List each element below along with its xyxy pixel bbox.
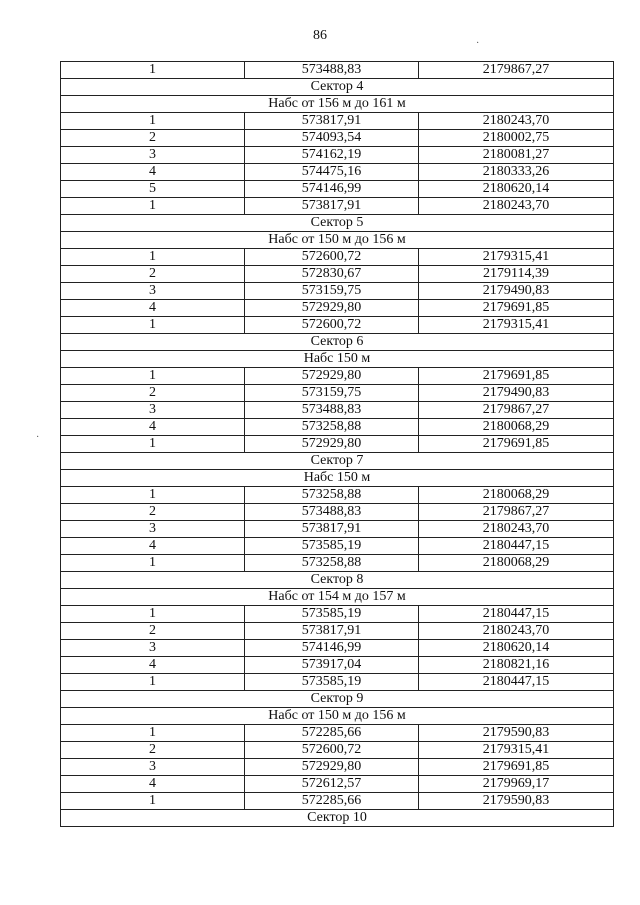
point-number: 4 xyxy=(61,776,245,793)
y-coordinate: 2180002,75 xyxy=(419,130,614,147)
point-number: 3 xyxy=(61,402,245,419)
point-number: 3 xyxy=(61,759,245,776)
section-header-row xyxy=(61,691,614,708)
y-coordinate: 2180620,14 xyxy=(419,640,614,657)
table-row xyxy=(61,249,614,266)
point-number: 3 xyxy=(61,640,245,657)
table-row xyxy=(61,759,614,776)
table-row xyxy=(61,640,614,657)
table-row xyxy=(61,181,614,198)
point-number: 1 xyxy=(61,725,245,742)
table-row xyxy=(61,606,614,623)
y-coordinate: 2179867,27 xyxy=(419,62,614,79)
point-number: 3 xyxy=(61,283,245,300)
y-coordinate: 2180068,29 xyxy=(419,555,614,572)
section-header: Набс 150 м xyxy=(61,470,614,487)
point-number: 1 xyxy=(61,674,245,691)
x-coordinate: 573488,83 xyxy=(245,62,419,79)
point-number: 2 xyxy=(61,504,245,521)
x-coordinate: 573817,91 xyxy=(245,521,419,538)
x-coordinate: 574475,16 xyxy=(245,164,419,181)
x-coordinate: 572929,80 xyxy=(245,436,419,453)
point-number: 4 xyxy=(61,300,245,317)
section-header-row xyxy=(61,572,614,589)
x-coordinate: 572285,66 xyxy=(245,793,419,810)
table-row xyxy=(61,555,614,572)
section-header: Набс от 156 м до 161 м xyxy=(61,96,614,113)
section-header: Сектор 5 xyxy=(61,215,614,232)
y-coordinate: 2179691,85 xyxy=(419,300,614,317)
x-coordinate: 573488,83 xyxy=(245,402,419,419)
section-header: Сектор 7 xyxy=(61,453,614,470)
section-header: Набс 150 м xyxy=(61,351,614,368)
y-coordinate: 2179490,83 xyxy=(419,385,614,402)
y-coordinate: 2179114,39 xyxy=(419,266,614,283)
y-coordinate: 2179691,85 xyxy=(419,436,614,453)
section-header-row xyxy=(61,232,614,249)
table-row xyxy=(61,657,614,674)
table-row xyxy=(61,130,614,147)
coordinates-table-body xyxy=(61,62,614,827)
point-number: 2 xyxy=(61,623,245,640)
point-number: 2 xyxy=(61,385,245,402)
point-number: 1 xyxy=(61,487,245,504)
coordinates-table xyxy=(60,61,614,827)
x-coordinate: 572929,80 xyxy=(245,759,419,776)
point-number: 3 xyxy=(61,521,245,538)
point-number: 1 xyxy=(61,793,245,810)
y-coordinate: 2180447,15 xyxy=(419,606,614,623)
section-header-row xyxy=(61,708,614,725)
x-coordinate: 574146,99 xyxy=(245,640,419,657)
y-coordinate: 2179691,85 xyxy=(419,759,614,776)
x-coordinate: 573817,91 xyxy=(245,113,419,130)
section-header: Сектор 9 xyxy=(61,691,614,708)
y-coordinate: 2179867,27 xyxy=(419,504,614,521)
x-coordinate: 573817,91 xyxy=(245,623,419,640)
y-coordinate: 2180620,14 xyxy=(419,181,614,198)
x-coordinate: 573817,91 xyxy=(245,198,419,215)
y-coordinate: 2180333,26 xyxy=(419,164,614,181)
y-coordinate: 2180068,29 xyxy=(419,419,614,436)
point-number: 2 xyxy=(61,742,245,759)
y-coordinate: 2180068,29 xyxy=(419,487,614,504)
section-header-row xyxy=(61,79,614,96)
table-row xyxy=(61,402,614,419)
y-coordinate: 2180821,16 xyxy=(419,657,614,674)
section-header-row xyxy=(61,453,614,470)
table-row xyxy=(61,317,614,334)
table-row xyxy=(61,674,614,691)
x-coordinate: 572600,72 xyxy=(245,249,419,266)
y-coordinate: 2179590,83 xyxy=(419,793,614,810)
table-row xyxy=(61,147,614,164)
table-row xyxy=(61,538,614,555)
table-row xyxy=(61,164,614,181)
section-header-row xyxy=(61,215,614,232)
table-row xyxy=(61,725,614,742)
point-number: 5 xyxy=(61,181,245,198)
y-coordinate: 2179315,41 xyxy=(419,317,614,334)
section-header: Сектор 4 xyxy=(61,79,614,96)
y-coordinate: 2179969,17 xyxy=(419,776,614,793)
x-coordinate: 573585,19 xyxy=(245,538,419,555)
table-row xyxy=(61,521,614,538)
table-row xyxy=(61,742,614,759)
table-row xyxy=(61,266,614,283)
x-coordinate: 573585,19 xyxy=(245,674,419,691)
section-header: Набс от 150 м до 156 м xyxy=(61,708,614,725)
point-number: 2 xyxy=(61,266,245,283)
section-header-row xyxy=(61,470,614,487)
table-row xyxy=(61,283,614,300)
point-number: 1 xyxy=(61,249,245,266)
x-coordinate: 572600,72 xyxy=(245,742,419,759)
y-coordinate: 2179590,83 xyxy=(419,725,614,742)
point-number: 1 xyxy=(61,317,245,334)
y-coordinate: 2179315,41 xyxy=(419,742,614,759)
x-coordinate: 573585,19 xyxy=(245,606,419,623)
y-coordinate: 2180243,70 xyxy=(419,113,614,130)
section-header-row xyxy=(61,96,614,113)
x-coordinate: 572929,80 xyxy=(245,300,419,317)
section-header: Сектор 8 xyxy=(61,572,614,589)
y-coordinate: 2179490,83 xyxy=(419,283,614,300)
x-coordinate: 573488,83 xyxy=(245,504,419,521)
point-number: 1 xyxy=(61,62,245,79)
table-row xyxy=(61,300,614,317)
point-number: 1 xyxy=(61,436,245,453)
table-row xyxy=(61,623,614,640)
y-coordinate: 2180447,15 xyxy=(419,538,614,555)
section-header-row xyxy=(61,351,614,368)
section-header: Сектор 6 xyxy=(61,334,614,351)
point-number: 1 xyxy=(61,113,245,130)
y-coordinate: 2180243,70 xyxy=(419,198,614,215)
scan-speck: · xyxy=(36,432,40,443)
page-number: 86 xyxy=(313,28,327,43)
section-header: Набс от 150 м до 156 м xyxy=(61,232,614,249)
x-coordinate: 573159,75 xyxy=(245,385,419,402)
x-coordinate: 573917,04 xyxy=(245,657,419,674)
y-coordinate: 2179315,41 xyxy=(419,249,614,266)
x-coordinate: 573258,88 xyxy=(245,487,419,504)
y-coordinate: 2179691,85 xyxy=(419,368,614,385)
x-coordinate: 574093,54 xyxy=(245,130,419,147)
table-row xyxy=(61,436,614,453)
table-row xyxy=(61,793,614,810)
section-header: Сектор 10 xyxy=(61,810,614,827)
y-coordinate: 2180243,70 xyxy=(419,521,614,538)
point-number: 1 xyxy=(61,198,245,215)
x-coordinate: 572600,72 xyxy=(245,317,419,334)
point-number: 4 xyxy=(61,538,245,555)
y-coordinate: 2180243,70 xyxy=(419,623,614,640)
y-coordinate: 2180447,15 xyxy=(419,674,614,691)
x-coordinate: 572285,66 xyxy=(245,725,419,742)
x-coordinate: 573159,75 xyxy=(245,283,419,300)
section-header-row xyxy=(61,810,614,827)
section-header-row xyxy=(61,334,614,351)
point-number: 4 xyxy=(61,419,245,436)
table-row xyxy=(61,368,614,385)
point-number: 3 xyxy=(61,147,245,164)
point-number: 4 xyxy=(61,657,245,674)
section-header: Набс от 154 м до 157 м xyxy=(61,589,614,606)
x-coordinate: 572830,67 xyxy=(245,266,419,283)
table-row xyxy=(61,776,614,793)
table-row xyxy=(61,419,614,436)
table-row xyxy=(61,504,614,521)
x-coordinate: 574146,99 xyxy=(245,181,419,198)
table-row xyxy=(61,198,614,215)
point-number: 4 xyxy=(61,164,245,181)
point-number: 1 xyxy=(61,368,245,385)
x-coordinate: 574162,19 xyxy=(245,147,419,164)
point-number: 2 xyxy=(61,130,245,147)
x-coordinate: 572612,57 xyxy=(245,776,419,793)
table-row xyxy=(61,487,614,504)
scan-speck: · xyxy=(476,38,480,49)
x-coordinate: 573258,88 xyxy=(245,555,419,572)
table-row xyxy=(61,113,614,130)
table-row xyxy=(61,385,614,402)
y-coordinate: 2179867,27 xyxy=(419,402,614,419)
y-coordinate: 2180081,27 xyxy=(419,147,614,164)
x-coordinate: 573258,88 xyxy=(245,419,419,436)
x-coordinate: 572929,80 xyxy=(245,368,419,385)
table-row xyxy=(61,62,614,79)
section-header-row xyxy=(61,589,614,606)
point-number: 1 xyxy=(61,555,245,572)
point-number: 1 xyxy=(61,606,245,623)
